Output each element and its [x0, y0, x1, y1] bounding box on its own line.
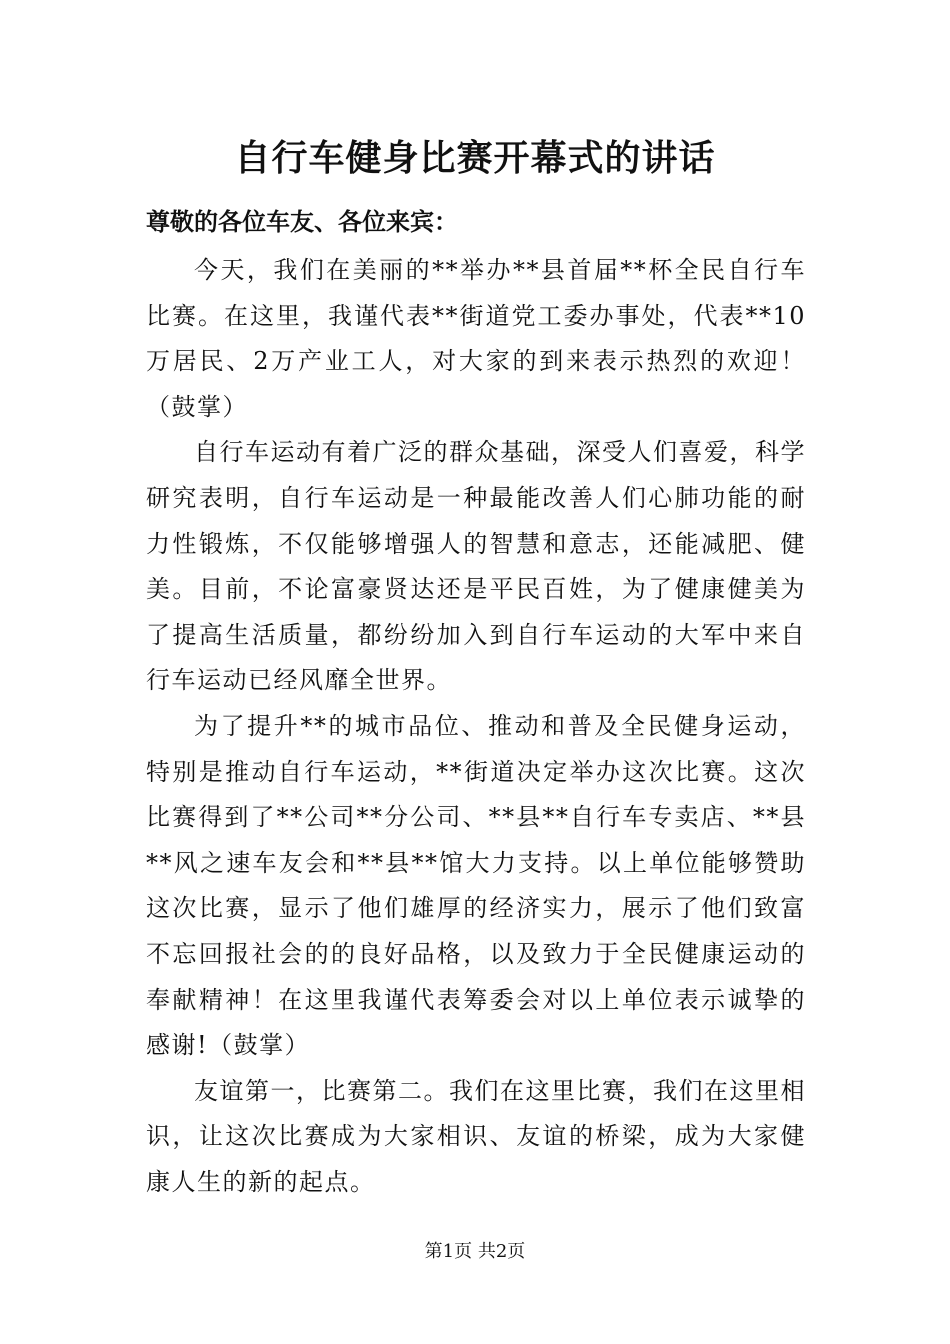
paragraph-friendship: 友谊第一，比赛第二。我们在这里比赛，我们在这里相识，让这次比赛成为大家相识、友谊的桥梁，成为大家健康人生的新的起点。 — [146, 1076, 806, 1196]
salutation: 尊敬的各位车友、各位来宾： — [146, 207, 458, 236]
paragraph-welcome: 今天，我们在美丽的**举办**县首届**杯全民自行车比赛。在这里，我谨代表**街道党工委办事处，代表**10万居民、2万产业工人，对大家的到来表示热烈的欢迎！（鼓掌） — [146, 256, 806, 421]
document-body — [146, 248, 806, 1205]
document-title: 自行车健身比赛开幕式的讲话 — [234, 137, 716, 179]
paragraph-cycling-benefits: 自行车运动有着广泛的群众基础，深受人们喜爱，科学研究表明，自行车运动是一种最能改善人们心肺功能的耐力性锻炼，不仅能够增强人的智慧和意志，还能减肥、健美。目前，不论富豪贤达还是平民百姓，为了健康健美为了提高生活质量，都纷纷加入到自行车运动的大军中来自行车运动已经风靡全世界。 — [146, 438, 806, 695]
page-footer: 第1页 共2页 — [424, 1241, 526, 1262]
paragraph-sponsors: 为了提升**的城市品位、推动和普及全民健身运动，特别是推动自行车运动，**街道决定举办这次比赛。这次比赛得到了**公司**分公司、**县**自行车专卖店、**县**风之速车友会和**县**馆大力支持。以上单位能够赞助这次比赛，显示了他们雄厚的经济实力，展示了他们致富不忘回报社会的的良好品格，以及致力于全民健康运动的奉献精神！在这里我谨代表筹委会对以上单位表示诚挚的感谢!（鼓掌） — [146, 711, 806, 1060]
